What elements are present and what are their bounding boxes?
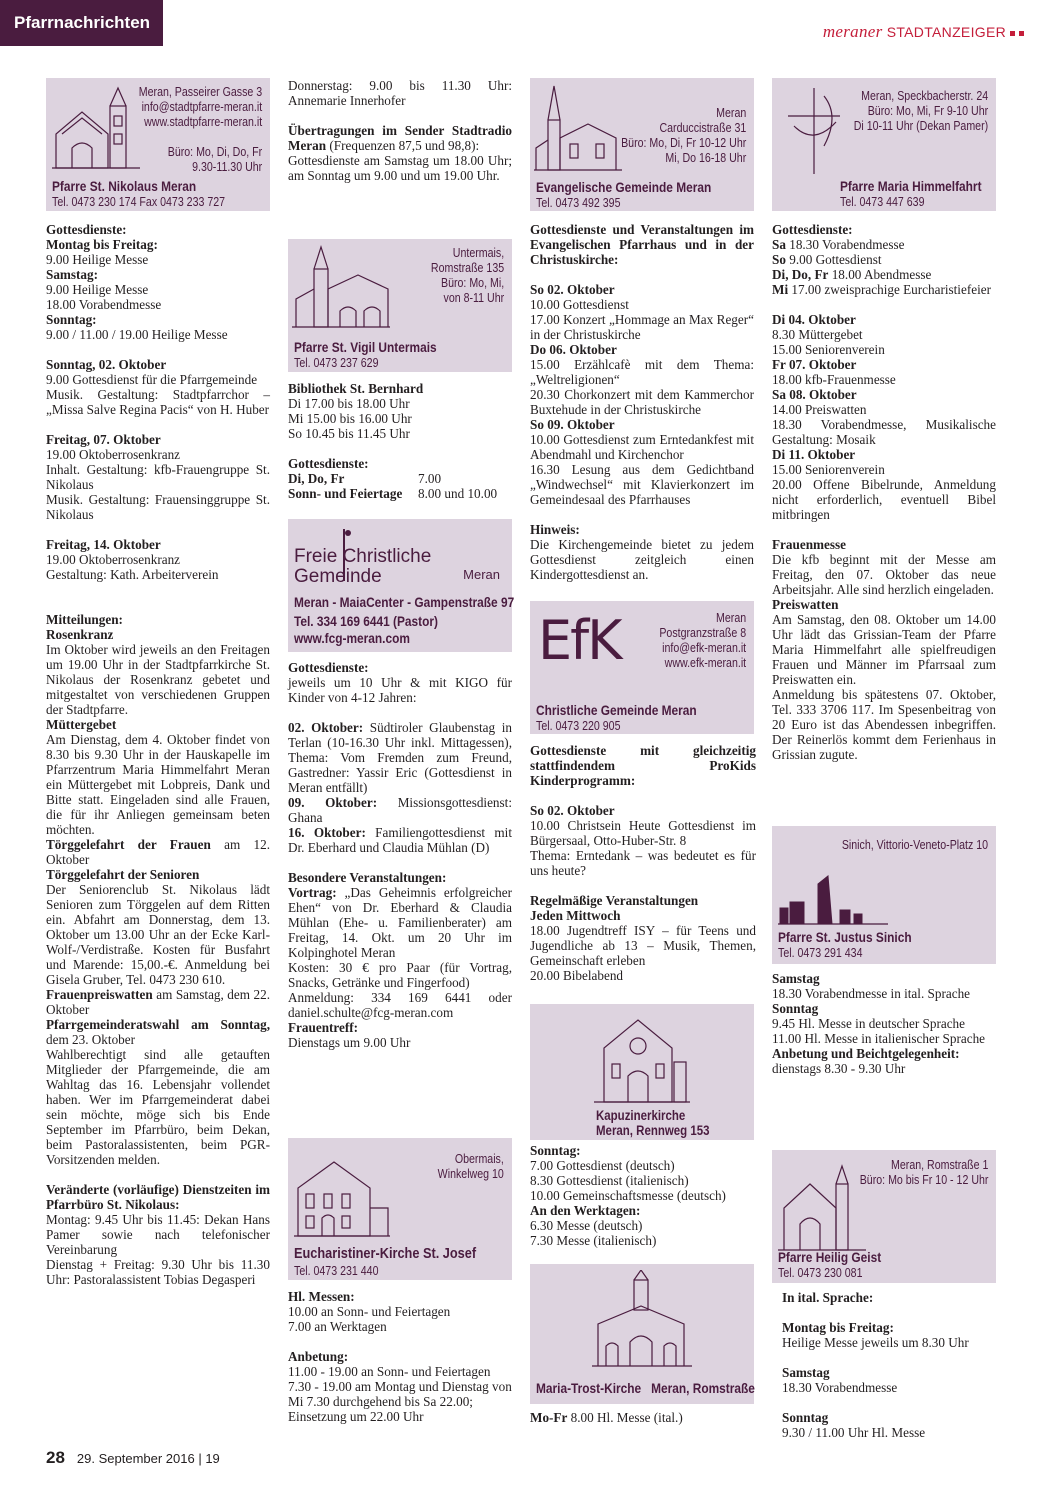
spacer [530,267,754,282]
col1-text [46,222,270,1287]
text-line: dienstags 8.30 - 9.30 Uhr [772,1061,906,1076]
col2-top-text [288,78,512,183]
spacer [46,597,270,612]
text-line: Mitteilungen: [46,612,123,627]
text-line: Freitag, 14. Oktober [46,537,161,552]
josef-tel: Tel. 0473 231 440 [294,1264,379,1278]
text-line: Dienstag + Freitag: 9.30 Uhr bis 11.30 Uhr: Pastoralassistent Tobias Degasperi [46,1257,270,1287]
spacer [530,788,756,803]
himmel-address: Meran, Speckbacherstr. 24 Büro: Mo, Mi, Fr 9-10 Uhr Di 10-11 Uhr (Dekan Pamer) [853,89,988,133]
text-line: 18.30 Vorabendmesse [782,1380,898,1395]
text-line: Musik. Gestaltung: Frauensinggruppe St. Nikolaus [46,492,270,522]
church-geist-icon [778,1164,868,1254]
text-line: Am Samstag, den 08. Oktober um 14.00 Uhr lädt das Grissian-Team der Pfarre Maria Himmelfahrt alle spielfreudigen Frauen und Männer im Pfarrsaal zum Preiswatten ein. [772,612,996,687]
brand-logo: meraner STADTANZEIGER [823,22,1024,42]
text-line: 18.00 kfb-Frauenmesse [772,372,896,387]
cross-icon [334,527,354,583]
kapuz-name: Kapuzinerkirche [596,1108,686,1123]
text-line: 10.00 Gemeinschaftsmesse (deutsch) [530,1188,726,1203]
evang-name: Evangelische Gemeinde Meran [536,179,712,195]
text-line: Sonntag, 02. Oktober [46,357,167,372]
spacer [782,1350,996,1365]
text-line: So 09. Oktober [530,417,615,432]
fcg-line1: Meran - MaiaCenter - Gampenstraße 97 [294,594,515,610]
spacer [46,1167,270,1182]
text-line: Samstag: [46,267,99,282]
church-vigil-icon [292,245,392,331]
text-line: 7.00 an Werktagen [288,1319,387,1334]
text-line: Montag: 9.45 Uhr bis 11.45: Dekan Hans Pamer sowie nach telefonischer Vereinbarung [46,1212,270,1257]
geist-text [782,1290,996,1440]
evang-box [530,78,754,211]
spacer [46,342,270,357]
vigil-tel: Tel. 0473 237 629 [294,356,379,370]
spacer [288,855,512,870]
text-line: 19.00 Oktoberrosenkranz [46,552,181,567]
church-josef-icon [294,1148,390,1240]
text-line: 20.00 Offene Bibelrunde, Anmeldung nicht erforderlich, eventuell Bibel mitbringen [772,477,996,522]
text-line: Di, Do, Fr 18.00 Abendmesse [772,267,932,282]
spacer [772,522,996,537]
text-line: Thema: Erntedank – was bedeutet es für uns heute? [530,848,756,878]
text-line: 16. Oktober: Familiengottesdienst mit Dr. Eberhard und Claudia Mühlan (D) [288,825,512,855]
text-line: So 9.00 Gottesdienst [772,252,882,267]
himmel-tel: Tel. 0473 447 639 [840,195,925,209]
text-line: Hl. Messen: [288,1289,355,1304]
spacer [782,1395,996,1410]
text-line: Anbetung: [288,1349,349,1364]
efk-box [530,601,754,734]
himmel-text [772,222,996,762]
kapuz-sub: Meran, Rennweg 153 [596,1123,710,1138]
text-line: Preiswatten [772,597,839,612]
text-line: 9.45 Hl. Messe in deutscher Sprache [772,1016,966,1031]
vigil-box [288,239,512,372]
text-line: 02. Oktober: Südtiroler Glaubenstag in Terlan (10-16.30 Uhr inkl. Mittagessen), Thema: Vom Fremden zum Freund, Gastredner: Yassir Eric (Gottesdienst in Meran entfällt) [288,720,512,795]
cross-logo-icon [784,86,844,176]
text-line: Törggelefahrt der Senioren [46,867,200,882]
text-line: Sa 08. Oktober [772,387,857,402]
justus-address: Sinich, Vittorio-Veneto-Platz 10 [841,838,988,852]
text-line: 19.00 Oktoberrosenkranz [46,447,181,462]
geist-address: Meran, Romstraße 1 Büro: Mo bis Fr 10 - 12 Uhr [859,1158,988,1187]
text-line: In ital. Sprache: [782,1290,874,1305]
text-line: Pfarrgemeinderatswahl am Sonntag, dem 23. Oktober [46,1017,270,1047]
spacer [288,705,512,720]
spacer [46,582,270,597]
text-line: Die Kirchengemeinde bietet zu jedem Gottesdienst zeitgleich einen Kindergottesdienst an. [530,537,754,582]
church-trost-icon [592,1270,692,1370]
josef-text [288,1289,514,1424]
text-line: So 02. Oktober [530,803,615,818]
text-line: 8.30 Gottesdienst (italienisch) [530,1173,689,1188]
text-line: 11.00 Hl. Messe in italienischer Sprache [772,1031,986,1046]
text-line: 10.00 Christsein Heute Gottesdienst im Bürgersaal, Otto-Huber-Str. 8 [530,818,756,848]
church-evang-icon [534,84,624,174]
spacer [288,1334,514,1349]
vigil-text: Bibliothek St. Bernhard Di 17.00 bis 18.00 Uhr Mi 15.00 bis 16.00 Uhr So 10.45 bis 11.45 Uhr Gottesdienste: Di, Do, Fr 7.00 Sonn- und Feiertage 8.00 und 10.00 [288,381,498,501]
text-line: Musik. Gestaltung: Stadtpfarrchor – „Missa Salve Regina Pacis“ von H. Huber [46,387,270,417]
text-line: Gottesdienste und Veranstaltungen im Evangelischen Pfarrhaus und in der Christuskirche: [530,222,754,267]
text-line: Regelmäßige Veranstaltungen [530,893,699,908]
text-line: Sonntag [772,1001,819,1016]
text-line: 9.00 Heilige Messe [46,282,149,297]
nikolaus-address: Meran, Passeirer Gasse 3 info@stadtpfarre-meran.it www.stadtpfarre-meran.it Büro: Mo, Di, Do, Fr 9.30-11.30 Uhr [138,85,262,174]
text-line: Sonntag: [530,1143,581,1158]
evang-tel: Tel. 0473 492 395 [536,196,621,210]
text-line: So 02. Oktober [530,282,615,297]
text-line: Heilige Messe jeweils um 8.30 Uhr [782,1335,969,1350]
vigil-name: Pfarre St. Vigil Untermais [294,339,437,355]
text-line: Mi 17.00 zweisprachige Eurcharistiefeier [772,282,991,297]
section-tag: Pfarrnachrichten [0,0,163,46]
spacer [782,1305,996,1320]
text-line: Der Seniorenclub St. Nikolaus lädt Senioren zum Törggelen auf dem Ritten ein. Abfahrt am Donnerstag, dem 13. Oktober um 13.00 Uhr an der Ecke Karl-Wolf-/Verdistraße. Kosten für Busfahrt und Marende: 15,00.-€. Anmeldung bei Gisela Gruber, Tel. 0473 230 610. [46,882,270,987]
text-line: 7.30 Messe (italienisch) [530,1233,657,1248]
text-line: Anmeldung: 334 169 6441 oder daniel.schulte@fcg-meran.com [288,990,512,1020]
fcg-logo: Freie Christliche Gemeinde [294,546,432,587]
text-line: Frauenmesse [772,537,846,552]
church-justus-icon [778,874,888,926]
kapuz-box [530,1004,754,1140]
nikolaus-name: Pfarre St. Nikolaus Meran [52,178,197,194]
text-line: Samstag [772,971,820,986]
text-line: Gestaltung: Kath. Arbeiterverein [46,567,219,582]
text-line: Gottesdienste: [772,222,853,237]
spacer [772,297,996,312]
page-footer: 28 29. September 2016 | 19 [46,1448,220,1467]
josef-address: Obermais, Winkelweg 10 [437,1152,504,1181]
kapuz-text [530,1143,754,1248]
text-line: Anmeldung bis spätestens 07. Oktober, Tel. 333 3706 117. Im Spesenbeitrag von 20 Euro ist das Abendessen inbegriffen. Der Reinerlös kommt dem Ferienhaus in Grissian zugute. [772,687,996,762]
text-line: 9.30 / 11.00 Uhr Hl. Messe [782,1425,926,1440]
text-line: Gottesdienste: [288,660,369,675]
himmel-box [772,78,996,211]
text-line: Sa 18.30 Vorabendmesse [772,237,905,252]
spacer [46,522,270,537]
text-line: 20.00 Bibelabend [530,968,624,983]
text-line: Gottesdienste mit gleichzeitig stattfindendem ProKids Kinderprogramm: [530,743,756,788]
geist-name: Pfarre Heilig Geist [778,1249,882,1265]
fcg-logo-sub: Meran [463,567,500,582]
evang-text [530,222,754,582]
spacer [288,108,512,123]
text-line: 18.00 Vorabendmesse [46,297,162,312]
text-line: Am Dienstag, dem 4. Oktober findet von 8.30 bis 9.30 Uhr in der Hauskapelle im Pfarrzentrum Maria Himmelfahrt Meran ein Müttergebet mit Lobpreis, Dank und Bitte statt. Eingeladen sind alle Frauen, die für ihr Anliegen gemeinsam beten möchten. [46,732,270,837]
text-line: Gottesdienste am Samstag um 18.00 Uhr; am Sonntag um 9.00 und um 19.00 Uhr. [288,153,512,183]
text-line: Frauentreff: [288,1020,359,1035]
text-line: 10.00 Gottesdienst zum Erntedankfest mit Abendmahl und Kirchenchor [530,432,754,462]
text-line: 7.30 - 19.00 am Montag und Dienstag von Mi 7.30 durchgehend bis Sa 22.00; Einsetzung um 22.00 Uhr [288,1379,512,1424]
efk-name: Christliche Gemeinde Meran [536,702,697,718]
text-line: Montag bis Freitag: [46,237,158,252]
text-line: Hinweis: [530,522,580,537]
text-line: Törggelefahrt der Frauen am 12. Oktober [46,837,270,867]
text-line: Di 04. Oktober [772,312,856,327]
text-line: 15.00 Seniorenverein [772,462,885,477]
efk-tel: Tel. 0473 220 905 [536,719,621,733]
vigil-address: Untermais, Romstraße 135 Büro: Mo, Mi, von 8-11 Uhr [430,246,504,305]
text-line: 11.00 - 19.00 an Sonn- und Feiertagen [288,1364,491,1379]
spacer [530,507,754,522]
text-line: Sonntag [782,1410,829,1425]
spacer [46,417,270,432]
text-line: Frauenpreiswatten am Samstag, dem 22. Oktober [46,987,270,1017]
text-line: Veränderte (vorläufige) Dienstzeiten im Pfarrbüro St. Nikolaus: [46,1182,270,1212]
spacer [530,878,756,893]
justus-tel: Tel. 0473 291 434 [778,946,863,960]
text-line: Vortrag: „Das Geheimnis erfolgreicher Ehen“ von Dr. Eberhard & Claudia Mühlan (Ehe- u. Familienberater) am Freitag, 14. Okt. um 20 Uhr im Kolpinghotel Meran [288,885,512,960]
trost-name: Maria-Trost-Kirche Meran, Romstraße [536,1380,755,1396]
text-line: Samstag [782,1365,830,1380]
text-line: Do 06. Oktober [530,342,617,357]
efk-logo: EfK [538,609,621,672]
nikolaus-tel: Tel. 0473 230 174 Fax 0473 233 727 [52,195,226,209]
justus-box [772,826,996,964]
text-line: Freitag, 07. Oktober [46,432,161,447]
text-line: 09. Oktober: Missionsgottesdienst: Ghana [288,795,512,825]
text-line: Im Oktober wird jeweils an den Freitagen um 19.00 Uhr in der Stadtpfarrkirche St. Nikolaus der Rosenkranz gebetet und mitgestaltet von verschiedenen Gruppen der Stadtpfarre. [46,642,270,717]
geist-box [772,1150,996,1283]
text-line: 8.30 Müttergebet [772,327,863,342]
nikolaus-box [46,78,270,211]
text-line: 9.00 Gottesdienst für die Pfarrgemeinde [46,372,258,387]
justus-text [772,971,996,1076]
text-line: Übertragungen im Sender Stadtradio Meran (Frequenzen 87,5 und 98,8): [288,123,512,153]
text-line: Müttergebet [46,717,117,732]
text-line: Donnerstag: 9.00 bis 11.30 Uhr: Annemarie Innerhofer [288,78,512,108]
efk-text [530,743,756,983]
text-line: 18.30 Vorabendmesse in ital. Sprache [772,986,971,1001]
text-line: Wahlberechtigt sind alle getauften Mitglieder der Pfarrgemeinde, die am Wahltag das 16. Lebensjahr vollendet haben. Wer im Pfarrgemeinderat dabei sein möchte, möge sich bis Ende September im Pfarrbüro, beim Dekan, beim Pastoralassistenten, beim PGR-Vorsitzenden melden. [46,1047,270,1167]
trost-text: Mo-Fr 8.00 Hl. Messe (ital.) [530,1410,683,1425]
text-line: 15.00 Seniorenverein [772,342,885,357]
text-line: 18.30 Vorabendmesse, Musikalische Gestaltung: Mosaik [772,417,996,447]
efk-address: Meran Postgranzstraße 8 info@efk-meran.it www.efk-meran.it [659,611,746,670]
text-line: 9.00 Heilige Messe [46,252,149,267]
text-line: Sonntag: [46,312,97,327]
text-line: An den Werktagen: [530,1203,641,1218]
church-nikolaus-icon [52,86,142,170]
text-line: Inhalt. Gestaltung: kfb-Frauengruppe St. Nikolaus [46,462,270,492]
text-line: 7.00 Gottesdienst (deutsch) [530,1158,675,1173]
text-line: Di 11. Oktober [772,447,856,462]
fcg-text [288,660,512,1050]
himmel-name: Pfarre Maria Himmelfahrt [840,178,982,194]
text-line: 18.00 Jugendtreff ISY – für Teens und Jugendliche ab 13 – Musik, Themen, Gemeinschaft erleben [530,923,756,968]
text-line: Anbetung und Beichtgelegenheit: [772,1046,960,1061]
text-line: Rosenkranz [46,627,114,642]
josef-box [288,1138,512,1280]
text-line: Montag bis Freitag: [782,1320,894,1335]
justus-name: Pfarre St. Justus Sinich [778,929,912,945]
text-line: Jeden Mittwoch [530,908,621,923]
text-line: jeweils um 10 Uhr & mit KIGO für Kinder von 4-12 Jahren: [288,675,512,705]
evang-address: Meran Carduccistraße 31 Büro: Mo, Di, Fr 10-12 Uhr Mi, Do 16-18 Uhr [620,106,746,165]
text-line: 17.00 Konzert „Hommage an Max Reger“ in der Christuskirche [530,312,754,342]
text-line: 10.00 Gottesdienst [530,297,629,312]
fcg-line3: www.fcg-meran.com [294,630,410,646]
fcg-box [288,519,515,652]
text-line: Die kfb beginnt mit der Messe am Freitag, den 07. Oktober das neue Arbeitsjahr. Alle sind herzlich eingeladen. [772,552,996,597]
josef-name: Eucharistiner-Kirche St. Josef [294,1245,477,1262]
text-line: 14.00 Preiswatten [772,402,867,417]
text-line: Gottesdienste: [46,222,127,237]
text-line: 6.30 Messe (deutsch) [530,1218,643,1233]
text-line: 16.30 Lesung aus dem Gedichtband „Windwechsel“ mit Klavierkonzert im Gemeindesaal des Pfarrhauses [530,462,754,507]
text-line: 15.00 Erzählcafè mit dem Thema: „Weltreligionen“ [530,357,754,387]
text-line: 10.00 an Sonn- und Feiertagen [288,1304,451,1319]
fcg-line2: Tel. 334 169 6441 (Pastor) [294,613,438,629]
text-line: 9.00 / 11.00 / 19.00 Heilige Messe [46,327,228,342]
text-line: Dienstags um 9.00 Uhr [288,1035,411,1050]
church-kapuz-icon [594,1012,690,1104]
text-line: Fr 07. Oktober [772,357,857,372]
text-line: 20.30 Chorkonzert mit dem Kammerchor Buxtehude in der Christuskirche [530,387,754,417]
text-line: Besondere Veranstaltungen: [288,870,447,885]
trost-box [530,1264,754,1404]
text-line: Kosten: 30 € pro Paar (für Vortrag, Snacks, Getränke und Fingerfood) [288,960,512,990]
geist-tel: Tel. 0473 230 081 [778,1266,863,1280]
